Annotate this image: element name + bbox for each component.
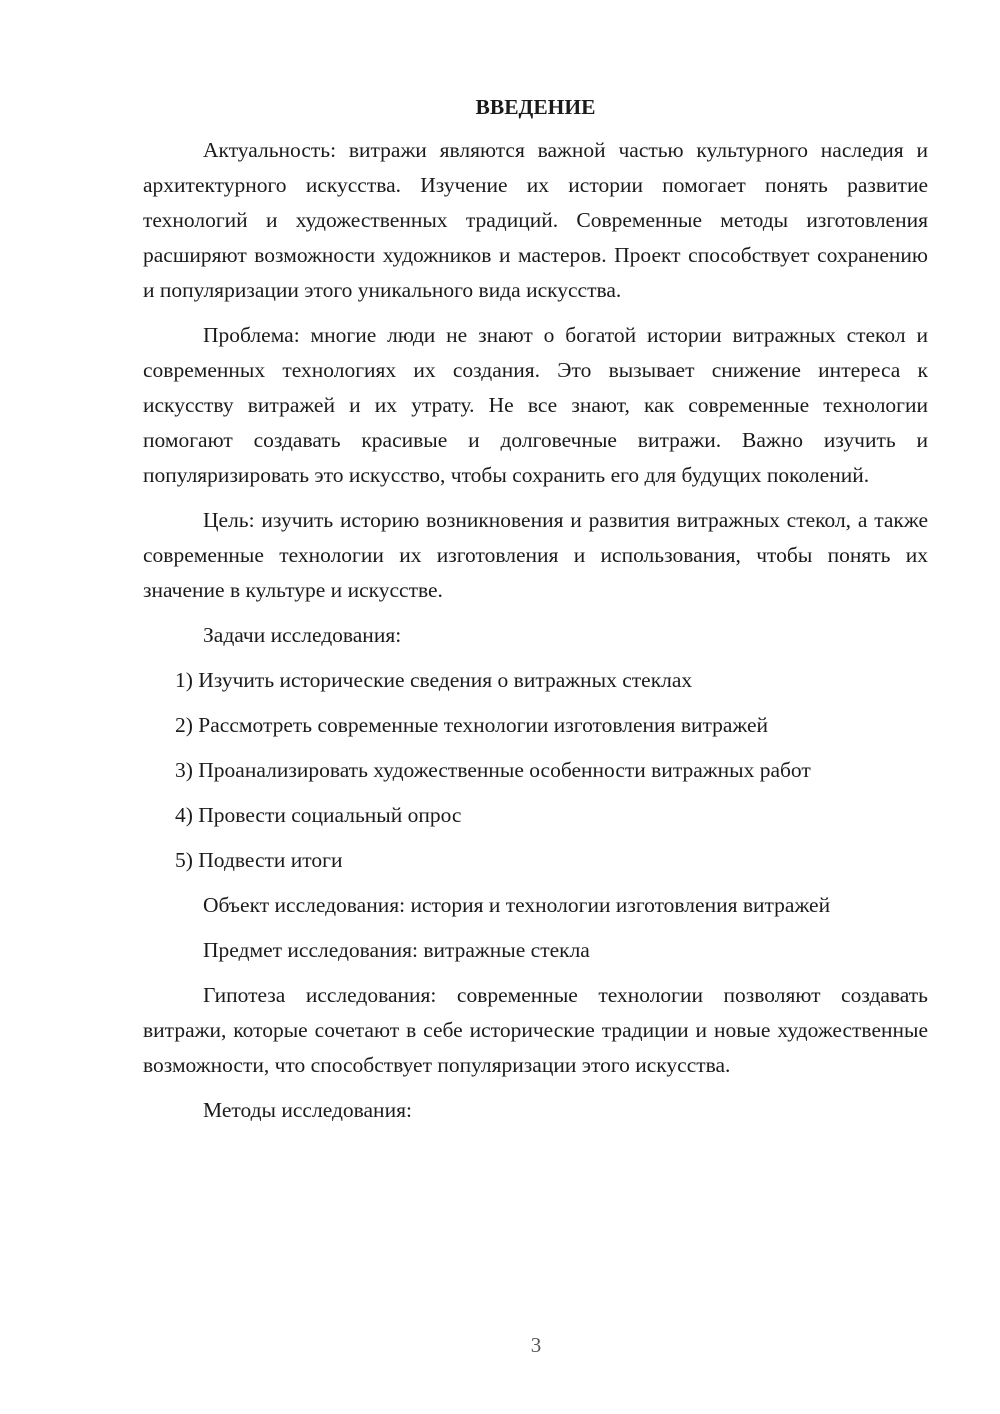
tasks-list [143,663,928,878]
page-number: 3 [530,1333,542,1357]
methods-label: Методы исследования: [203,1098,412,1122]
hypothesis-paragraph: Гипотеза исследования: современные технологии позволяют создавать витражи, которые сочетают в себе исторические традиции и новые художественные возможности, что способствует популяризации этого искусства. [143,983,928,1077]
task-item: 5) Подвести итоги [175,848,343,872]
object-paragraph: Объект исследования: история и технологии изготовления витражей [203,893,831,917]
page-title: ВВЕДЕНИЕ [475,95,596,119]
tasks-label: Задачи исследования: [203,623,402,647]
task-item: 2) Рассмотреть современные технологии изготовления витражей [175,713,769,737]
task-item: 4) Провести социальный опрос [175,803,462,827]
task-item: 1) Изучить исторические сведения о витражных стеклах [175,668,693,692]
relevance-paragraph: Актуальность: витражи являются важной частью культурного наследия и архитектурного искусства. Изучение их истории помогает понять развитие технологий и художественных традиций. Современные методы изготовления расширяют возможности художников и мастеров. Проект способствует сохранению и популяризации этого уникального вида искусства. [143,138,928,302]
subject-paragraph: Предмет исследования: витражные стекла [203,938,590,962]
goal-paragraph: Цель: изучить историю возникновения и развития витражных стекол, а также современные технологии их изготовления и использования, чтобы понять их значение в культуре и искусстве. [143,508,928,602]
page-content [143,90,928,1138]
task-item: 3) Проанализировать художественные особенности витражных работ [175,758,811,782]
problem-paragraph: Проблема: многие люди не знают о богатой истории витражных стекол и современных технологиях их создания. Это вызывает снижение интереса к искусству витражей и их утрату. Не все знают, как современные технологии помогают создавать красивые и долговечные витражи. Важно изучить и популяризировать это искусство, чтобы сохранить его для будущих поколений. [143,323,928,487]
